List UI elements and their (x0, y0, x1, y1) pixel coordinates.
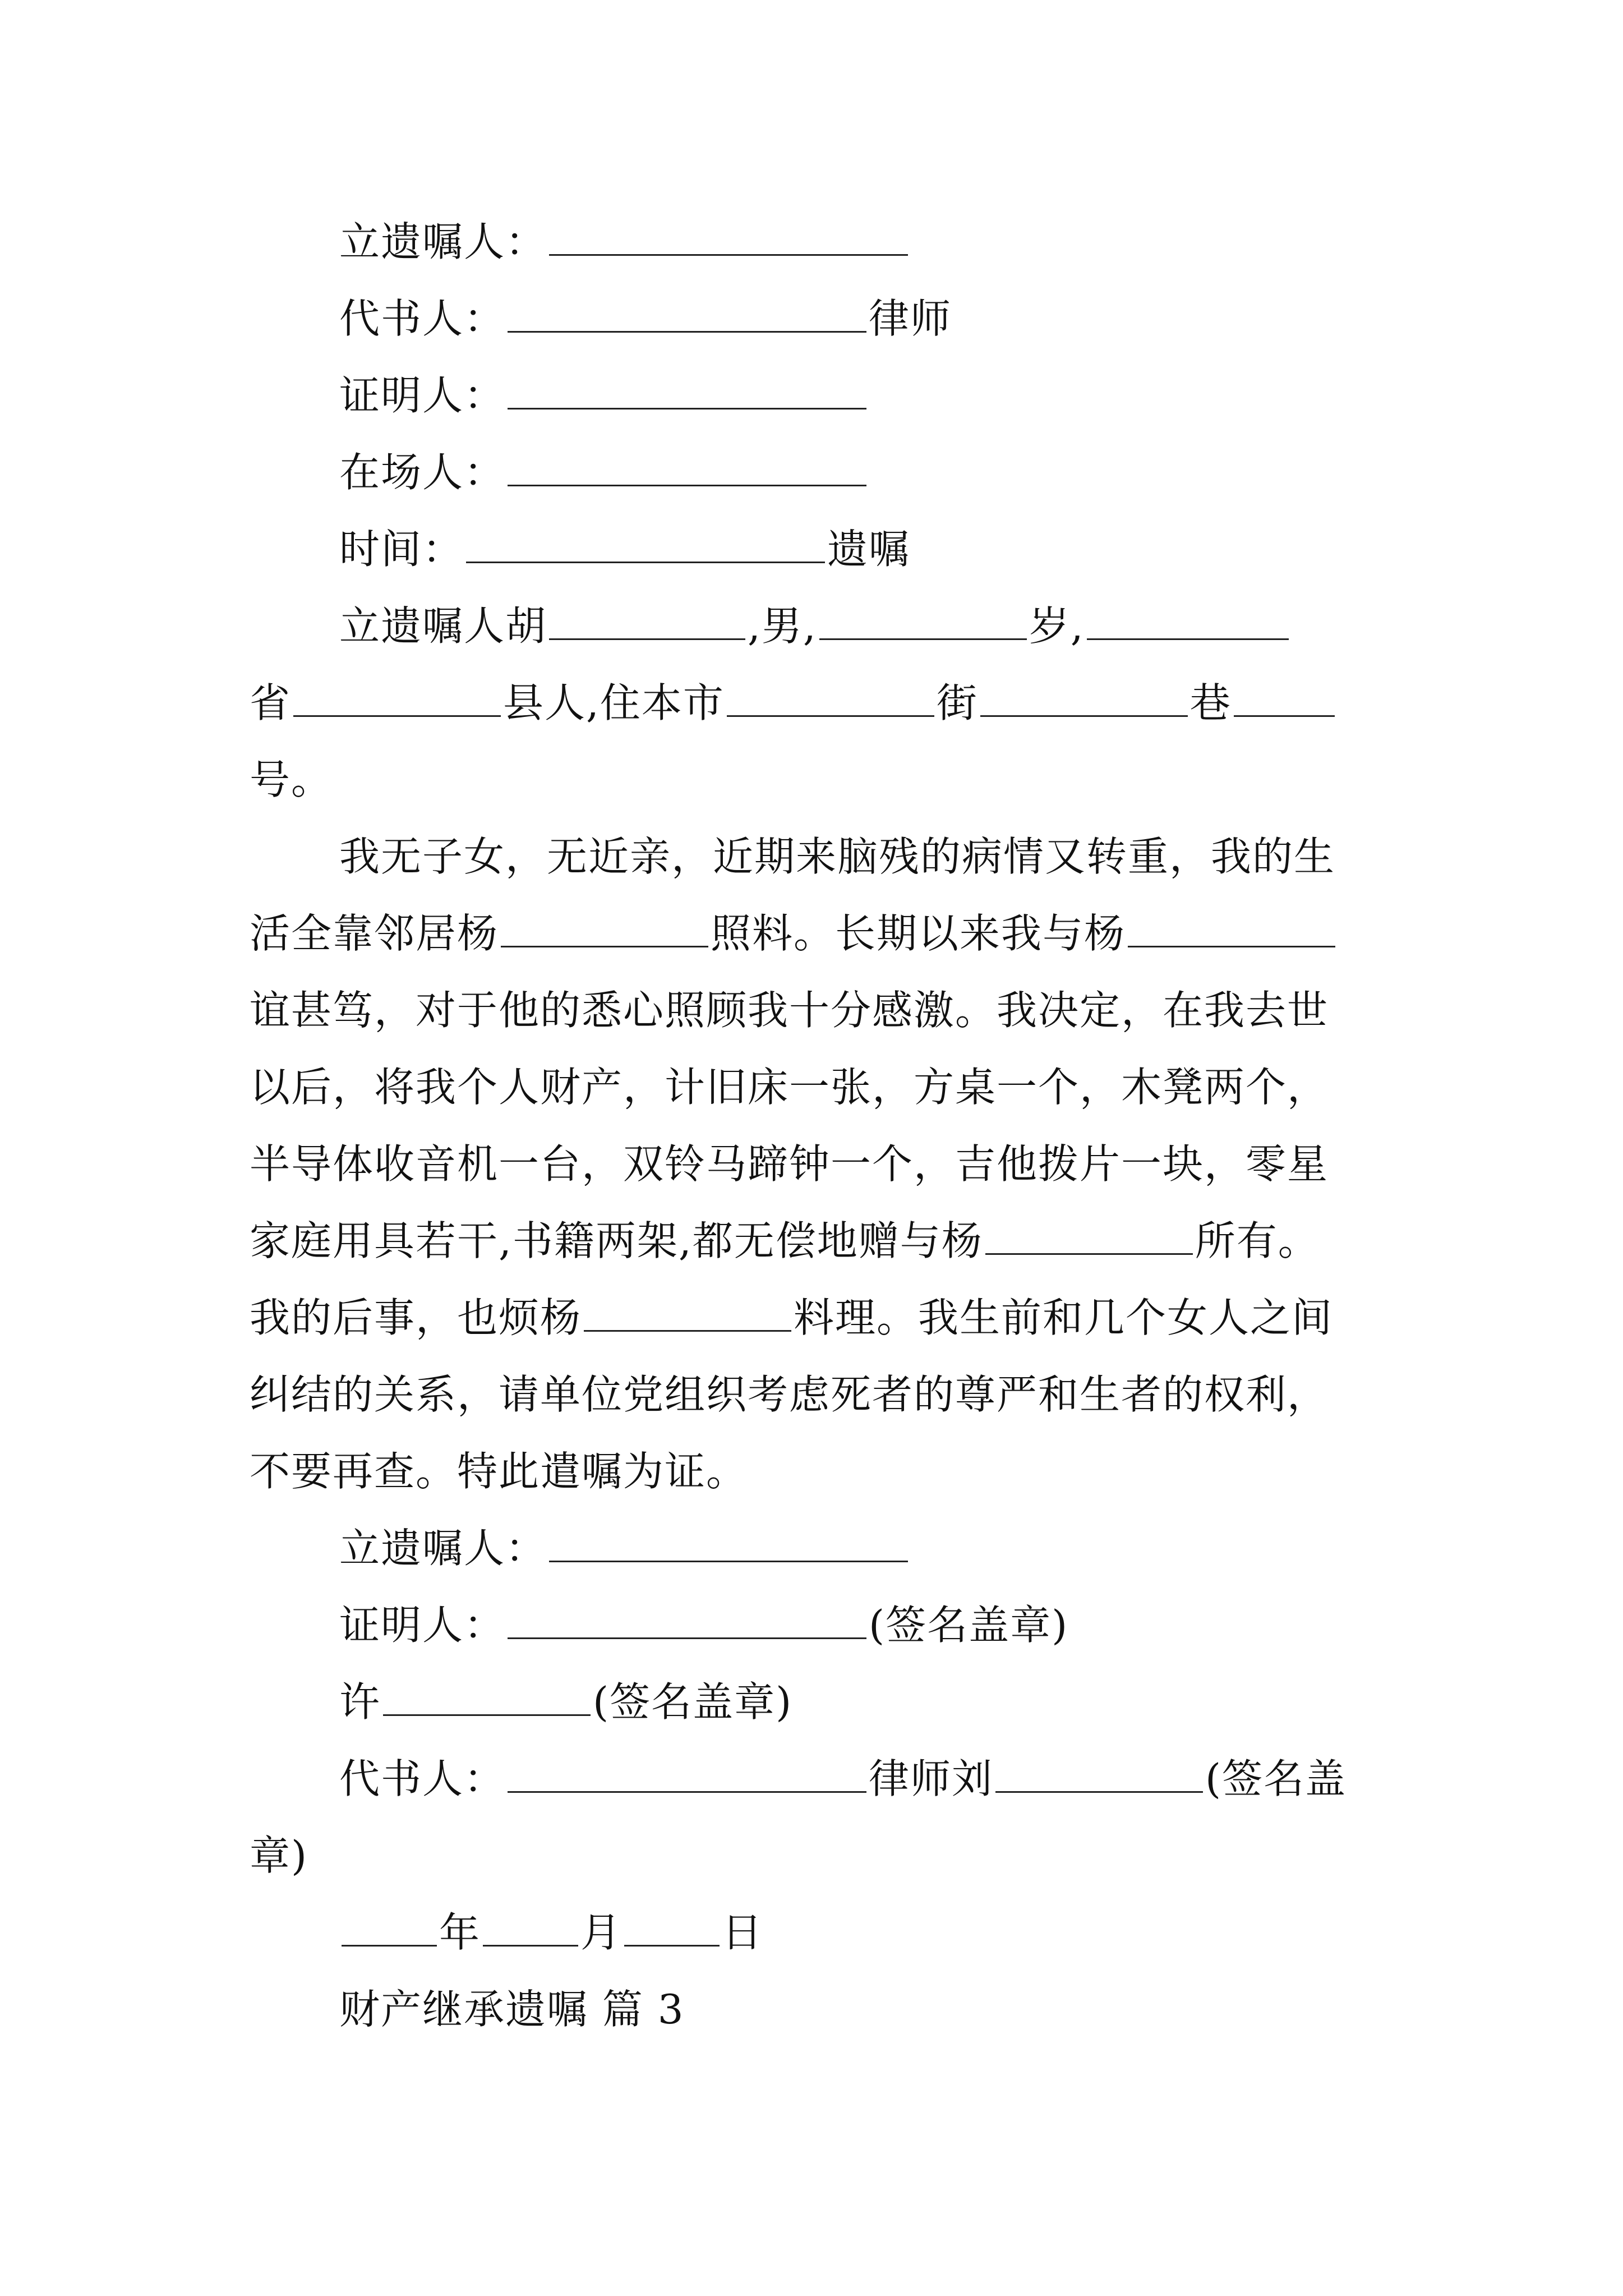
time-line (339, 522, 910, 576)
sign-scribe-blank (508, 1752, 866, 1793)
sign-testator-blank (549, 1521, 908, 1562)
testator-line (339, 215, 910, 269)
body-text: 以后，将我个人财产，计旧床一张，方桌一个，木凳两个， (250, 1064, 1329, 1111)
intro-text-h: 号。 (250, 756, 333, 803)
intro-line-3 (250, 753, 333, 807)
body-text: 不要再查。特此遣嘱为证。 (250, 1448, 748, 1495)
body-text: 纠结的关系，请单位党组织考虑死者的尊严和生者的权利， (250, 1371, 1329, 1418)
scribe-suffix: 律师 (869, 295, 952, 342)
witness-line (339, 369, 869, 422)
sign-witness-label: 证明人： (339, 1602, 506, 1649)
intro-text-f: 街 (936, 679, 978, 726)
body-text: 活全靠邻居杨 (250, 910, 499, 957)
province-blank (1087, 599, 1289, 640)
body-line-6 (250, 1214, 1320, 1268)
present-blank (508, 445, 866, 486)
month-label: 月 (580, 1909, 623, 1956)
testator-label: 立遗嘱人： (339, 218, 547, 265)
present-label: 在场人： (339, 449, 506, 496)
surname-blank (549, 599, 745, 640)
body-line-1 (339, 830, 1335, 884)
intro-text-e: 县人,住本市 (503, 679, 725, 726)
sign-witness-blank (508, 1598, 866, 1639)
section-title-text: 财产继承遗嘱 篇 3 (339, 1986, 685, 2033)
sign-testator-label: 立遗嘱人： (339, 1525, 547, 1572)
sign-scribe-line-cont (250, 1829, 308, 1883)
lawyer-liu-label: 律师刘 (869, 1755, 994, 1802)
witness-blank (508, 369, 866, 409)
present-line (339, 445, 869, 499)
intro-text-d: 省 (250, 679, 292, 726)
seal-note: (签名盖 (1205, 1755, 1347, 1802)
month-blank (483, 1906, 578, 1947)
time-suffix: 遗嘱 (827, 526, 911, 573)
sign-xu-line (339, 1675, 792, 1729)
body-text: 所有。 (1195, 1217, 1320, 1264)
intro-line-2 (250, 676, 1337, 730)
body-text: 我无子女，无近亲，近期来脑残的病情又转重，我的生 (339, 833, 1336, 880)
body-text: 半导体收音机一台，双铃马蹄钟一个，吉他拨片一块，零星 (250, 1140, 1329, 1188)
recipient-blank (985, 1214, 1193, 1255)
year-label: 年 (439, 1909, 481, 1956)
sign-testator-line (339, 1521, 910, 1575)
street-blank (727, 676, 934, 717)
day-blank (624, 1906, 720, 1947)
body-text: 料理。我生前和几个女人之间 (794, 1294, 1334, 1341)
sign-scribe-label: 代书人： (339, 1755, 506, 1802)
witness-label: 证明人： (339, 372, 506, 419)
time-label: 时间： (339, 526, 464, 573)
sign-xu-blank (383, 1675, 591, 1716)
intro-text-a: 立遗嘱人胡 (339, 602, 547, 650)
intro-line-1 (339, 599, 1291, 653)
body-line-2 (250, 907, 1338, 960)
lawyer-liu-blank (995, 1752, 1203, 1793)
executor-blank (584, 1291, 791, 1332)
lane-blank (980, 676, 1188, 717)
date-line (339, 1906, 763, 1959)
intro-text-b: ,男, (748, 602, 817, 650)
time-blank (466, 522, 825, 563)
body-line-3 (250, 983, 1329, 1037)
age-blank (819, 599, 1027, 640)
sign-witness-line (339, 1598, 1068, 1652)
intro-text-c: 岁, (1029, 602, 1085, 650)
body-line-9 (250, 1444, 748, 1498)
sign-xu-label: 许 (339, 1678, 381, 1726)
next-section-title (339, 1982, 685, 2036)
body-text: 我的后事，也烦杨 (250, 1294, 582, 1341)
body-text: 照料。长期以来我与杨 (711, 910, 1126, 957)
scribe-line (339, 292, 952, 346)
body-line-8 (250, 1368, 1329, 1421)
seal-note: (签名盖章) (869, 1602, 1069, 1649)
body-text: 谊甚笃，对于他的悉心照顾我十分感激。我决定，在我去世 (250, 987, 1329, 1034)
body-line-5 (250, 1137, 1329, 1191)
body-text: 家庭用具若干,书籍两架,都无偿地赠与杨 (250, 1217, 983, 1264)
scribe-blank (508, 292, 866, 333)
neighbor-name-blank (501, 907, 708, 947)
testator-blank (549, 215, 908, 256)
county-blank (293, 676, 501, 717)
year-blank (342, 1906, 437, 1947)
number-blank (1234, 676, 1335, 717)
neighbor-name-blank (1128, 907, 1335, 947)
body-line-4 (250, 1060, 1329, 1114)
body-line-7 (250, 1291, 1333, 1345)
scribe-label: 代书人： (339, 295, 506, 342)
sign-scribe-line (339, 1752, 1347, 1806)
intro-text-g: 巷 (1189, 679, 1232, 726)
seal-note: 章) (250, 1832, 308, 1879)
seal-note: (签名盖章) (593, 1678, 793, 1726)
day-label: 日 (722, 1909, 764, 1956)
